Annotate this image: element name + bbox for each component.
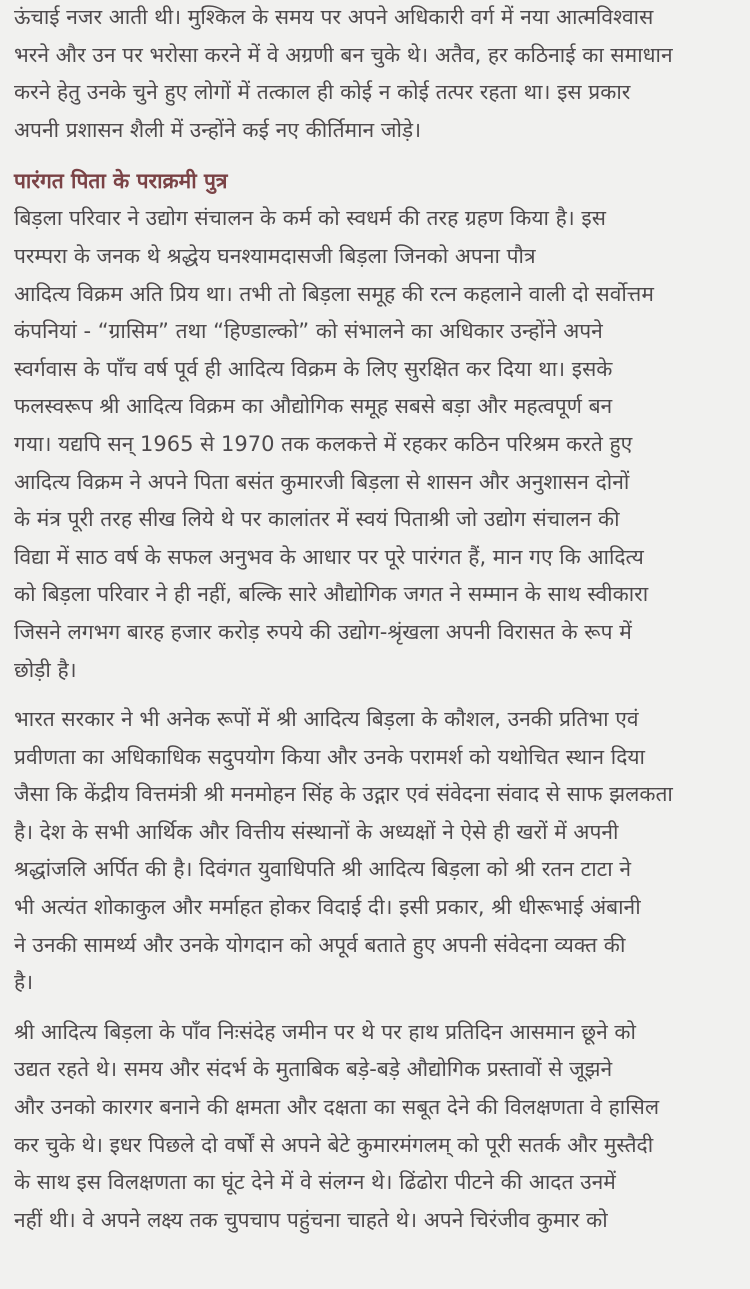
text-line: अपनी प्रशासन शैली में उन्होंने कई नए कीर्तिमान जोड़े। bbox=[14, 117, 422, 142]
text-line: कंपनियां - “ग्रासिम” तथा “हिण्डाल्को” को संभालने का अधिकार उन्होंने अपने bbox=[14, 319, 603, 344]
text-line: को बिड़ला परिवार ने ही नहीं, बल्कि सारे औद्योगिक जगत ने सम्मान के साथ स्वीकारा bbox=[14, 582, 649, 607]
text-line: ने उनकी सामर्थ्य और उनके योगदान को अपूर्व बताते हुए अपनी संवेदना व्यक्त की bbox=[14, 932, 626, 957]
text-line: के साथ इस विलक्षणता का घूंट देने में वे संलग्न थे। ढिंढोरा पीटने की आदत उनमें bbox=[14, 1170, 616, 1195]
text-line: भरने और उन पर भरोसा करने में वे अग्रणी बन चुके थे। अतैव, हर कठिनाई का समाधान bbox=[14, 42, 673, 67]
text-line: छोड़ी है। bbox=[14, 657, 77, 682]
paragraph-2 bbox=[14, 701, 734, 1002]
section-heading: पारंगत पिता के पराक्रमी पुत्र bbox=[14, 169, 228, 194]
text-line: स्वर्गवास के पाँच वर्ष पूर्व ही आदित्य विक्रम के लिए सुरक्षित कर दिया था। इसके bbox=[14, 356, 613, 381]
text-line: नहीं थी। वे अपने लक्ष्य तक चुपचाप पहुंचना चाहते थे। अपने चिरंजीव कुमार को bbox=[14, 1207, 608, 1232]
text-line: फलस्वरूप श्री आदित्य विक्रम का औद्योगिक समूह सबसे बड़ा और महत्वपूर्ण बन bbox=[14, 394, 613, 419]
text-line: ऊंचाई नजर आती थी। मुश्किल के समय पर अपने अधिकारी वर्ग में नया आत्मविश्वास bbox=[14, 5, 654, 29]
text-line: जैसा कि केंद्रीय वित्तमंत्री श्री मनमोहन सिंह के उद्गार एवं संवेदना संवाद से साफ झलकता bbox=[14, 782, 673, 807]
text-line: करने हेतु उनके चुने हुए लोगों में तत्काल ही कोई न कोई तत्पर रहता था। इस प्रकार bbox=[14, 80, 631, 105]
text-line: जिसने लगभग बारह हजार करोड़ रुपये की उद्योग-श्रृंखला अपनी विरासत के रूप में bbox=[14, 619, 632, 644]
text-line: भारत सरकार ने भी अनेक रूपों में श्री आदित्य बिड़ला के कौशल, उनकी प्रतिभा एवं bbox=[14, 707, 639, 732]
text-line: गया। यद्यपि सन् 1965 से 1970 तक कलकत्ते में रहकर कठिन परिश्रम करते हुए bbox=[14, 431, 633, 456]
text-line: आदित्य विक्रम ने अपने पिता बसंत कुमारजी बिड़ला से शासन और अनुशासन दोनों bbox=[14, 469, 630, 494]
text-line: विद्या में साठ वर्ष के सफल अनुभव के आधार पर पूरे पारंगत हैं, मान गए कि आदित्य bbox=[14, 544, 644, 569]
text-line: श्री आदित्य बिड़ला के पाँव निःसंदेह जमीन पर थे पर हाथ प्रतिदिन आसमान छूने को bbox=[14, 1019, 636, 1044]
text-line: उद्यत रहते थे। समय और संदर्भ के मुताबिक बड़े-बड़े औद्योगिक प्रस्तावों से जूझने bbox=[14, 1057, 613, 1082]
text-line: आदित्य विक्रम अति प्रिय था। तभी तो बिड़ला समूह की रत्न कहलाने वाली दो सर्वोत्तम bbox=[14, 281, 654, 306]
text-line: बिड़ला परिवार ने उद्योग संचालन के कर्म को स्वधर्म की तरह ग्रहण किया है। इस bbox=[14, 206, 606, 231]
paragraph-1 bbox=[14, 200, 734, 689]
paragraph-3 bbox=[14, 1014, 734, 1240]
text-line: कर चुके थे। इधर पिछले दो वर्षों से अपने बेटे कुमारमंगलम् को पूरी सतर्क और मुस्तैदी bbox=[14, 1132, 654, 1157]
paragraph-intro bbox=[14, 0, 734, 149]
text-line: है। bbox=[14, 970, 34, 995]
text-line: परम्परा के जनक थे श्रद्धेय घनश्यामदासजी बिड़ला जिनको अपना पौत्र bbox=[14, 243, 536, 268]
paragraph-gap bbox=[14, 1002, 734, 1014]
text-line: और उनको कारगर बनाने की क्षमता और दक्षता का सबूत देने की विलक्षणता वे हासिल bbox=[14, 1095, 660, 1120]
text-line: श्रद्धांजलि अर्पित की है। दिवंगत युवाधिपति श्री आदित्य बिड़ला को श्री रतन टाटा ने bbox=[14, 857, 631, 882]
paragraph-gap bbox=[14, 689, 734, 701]
text-line: है। देश के सभी आर्थिक और वित्तीय संस्थानों के अध्यक्षों ने ऐसे ही खरों में अपनी bbox=[14, 819, 619, 844]
text-line: भी अत्यंत शोकाकुल और मर्माहत होकर विदाई दी। इसी प्रकार, श्री धीरूभाई अंबानी bbox=[14, 895, 641, 920]
text-line: के मंत्र पूरी तरह सीख लिये थे पर कालांतर में स्वयं पिताश्री जो उद्योग संचालन की bbox=[14, 507, 620, 532]
text-line: प्रवीणता का अधिकाधिक सदुपयोग किया और उनके परामर्श को यथोचित स्थान दिया bbox=[14, 744, 645, 769]
